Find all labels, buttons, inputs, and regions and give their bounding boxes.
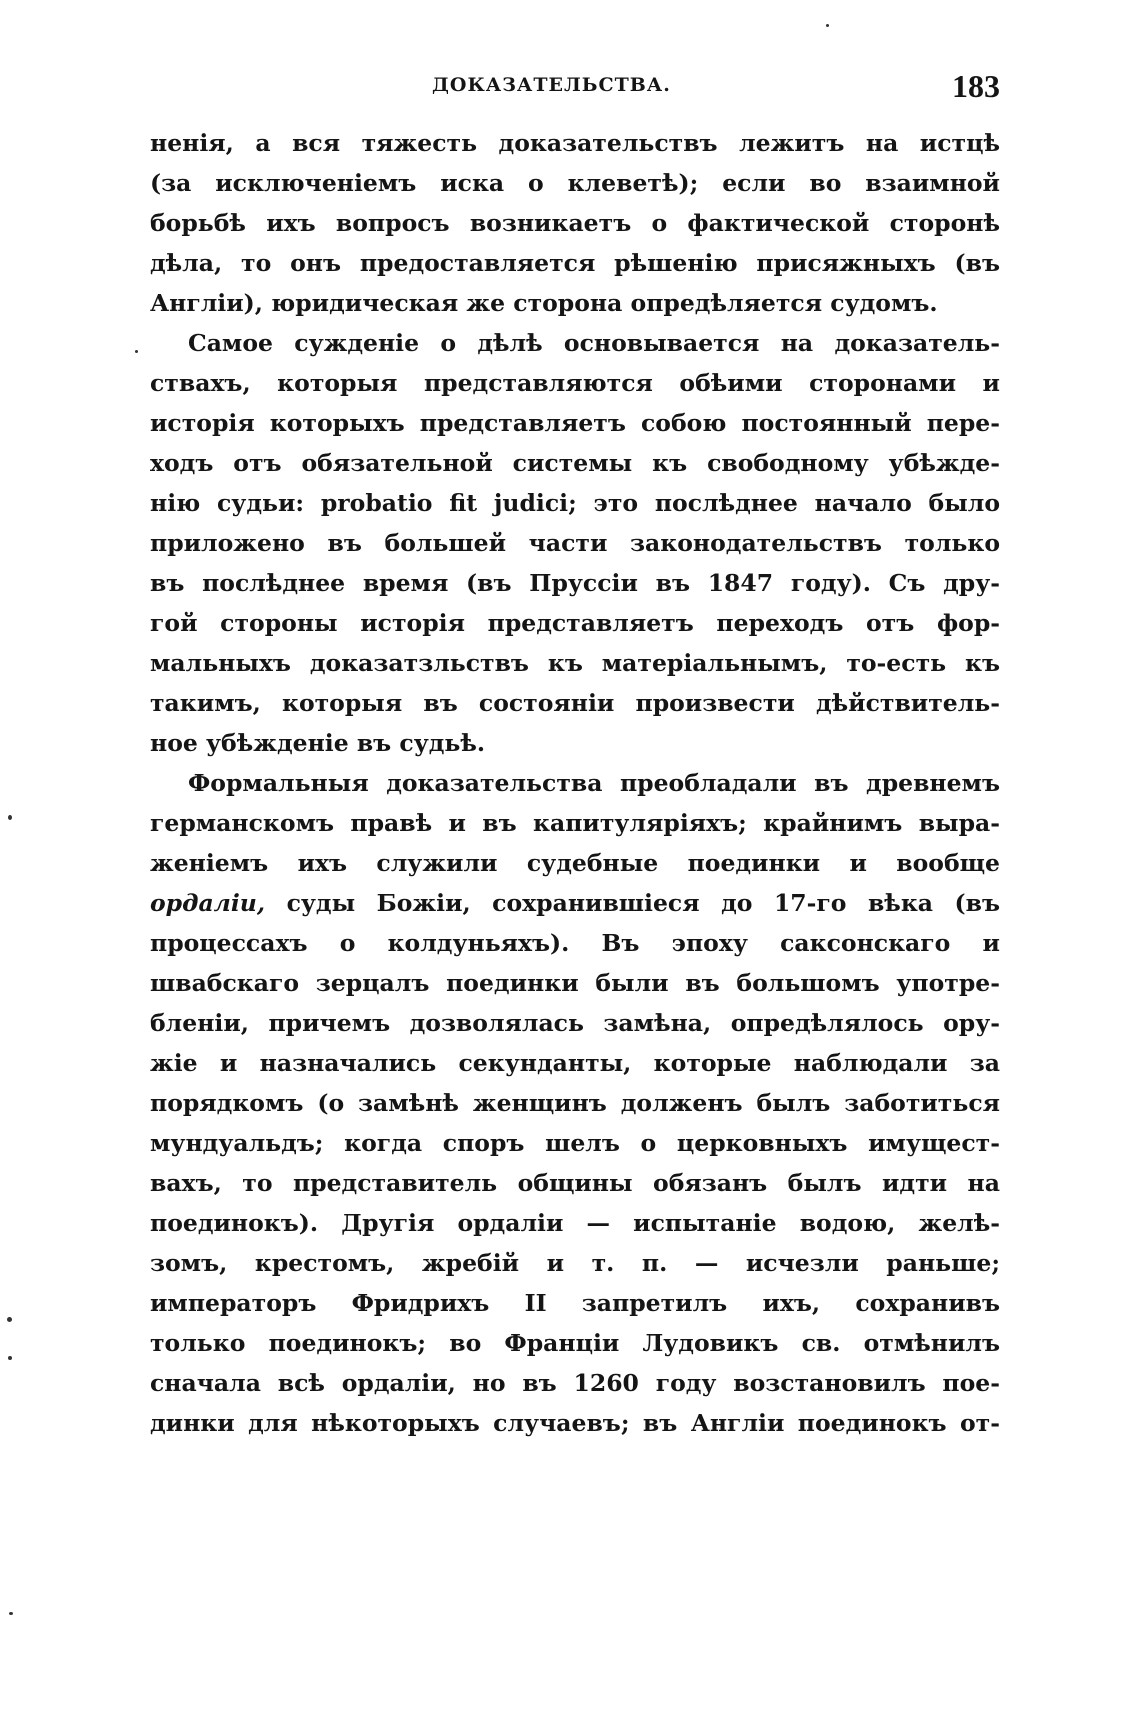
text-line: гой стороны исторія представляетъ переходъ отъ фор- — [150, 609, 1000, 637]
text-line: борьбѣ ихъ вопросъ возникаетъ о фактической сторонѣ — [150, 209, 1000, 237]
text-line: жіе и назначались секунданты, которые наблюдали за — [150, 1049, 1000, 1077]
text-line: Англіи), юридическая же сторона опредѣляется судомъ. — [150, 289, 938, 317]
text-line: мундуальдъ; когда споръ шелъ о церковныхъ имущест- — [150, 1129, 1000, 1157]
text-line: поединокъ). Другія ордаліи — испытаніе водою, желѣ- — [150, 1209, 1000, 1237]
paragraph-start-line: Формальныя доказательства преобладали въ древнемъ — [188, 769, 1000, 797]
text-line: ходъ отъ обязательной системы къ свободному убѣжде- — [150, 449, 1000, 477]
paragraph-start-line: Самое сужденіе о дѣлѣ основывается на доказатель- — [188, 329, 1000, 357]
text-line — [150, 883, 1000, 923]
text-line: въ послѣднее время (въ Пруссіи въ 1847 году). Съ дру- — [150, 569, 1000, 597]
text-line: сначала всѣ ордаліи, но въ 1260 году возстановилъ пое- — [150, 1369, 1000, 1397]
text-line: зомъ, крестомъ, жребій и т. п. — исчезли раньше; — [150, 1249, 1000, 1277]
scan-speck — [9, 1612, 13, 1615]
text-line: женіемъ ихъ служили судебные поединки и вообще — [150, 849, 1000, 877]
text-line: ное убѣжденіе въ судьѣ. — [150, 729, 486, 757]
text-line: вахъ, то представитель общины обязанъ былъ идти на — [150, 1169, 1000, 1197]
body-text — [150, 123, 1000, 1443]
text-line: процессахъ о колдуньяхъ). Въ эпоху саксонскаго и — [150, 929, 1000, 957]
text-line: исторія которыхъ представляетъ собою постоянный пере- — [150, 409, 1000, 437]
italic-term: ордаліи, — [150, 889, 266, 917]
text-fragment: суды Божіи, сохранившіеся до 17-го вѣка (въ — [265, 889, 1000, 917]
text-line: швабскаго зерцалъ поединки были въ большомъ употре- — [150, 969, 1000, 997]
text-line: германскомъ правѣ и въ капитуляріяхъ; крайнимъ выра- — [150, 809, 1000, 837]
text-line: императоръ Фридрихъ II запретилъ ихъ, сохранивъ — [150, 1289, 1000, 1317]
scan-speck — [826, 24, 829, 27]
text-line: дѣла, то онъ предоставляется рѣшенію присяжныхъ (въ — [150, 249, 1000, 277]
text-line: ствахъ, которыя представляются обѣими сторонами и — [150, 369, 1000, 397]
scan-speck — [7, 1317, 12, 1322]
text-line: такимъ, которыя въ состояніи произвести дѣйствитель- — [150, 689, 1000, 717]
text-line: динки для нѣкоторыхъ случаевъ; въ Англіи поединокъ от- — [150, 1409, 1000, 1437]
text-line: бленіи, причемъ дозволялась замѣна, опредѣлялось ору- — [150, 1009, 1000, 1037]
scan-speck — [8, 1356, 12, 1360]
text-line: (за исключеніемъ иска о клеветѣ); если во взаимной — [150, 169, 1000, 197]
running-head — [150, 68, 1000, 108]
text-line: мальныхъ доказатзльствъ къ матеріальнымъ, то-есть къ — [150, 649, 1000, 677]
text-line: приложено въ большей части законодательствъ только — [150, 529, 1000, 557]
scan-speck — [8, 815, 12, 820]
running-title: ДОКАЗАТЕЛЬСТВА. — [432, 74, 671, 96]
text-line: ненія, а вся тяжесть доказательствъ лежитъ на истцѣ — [150, 129, 1000, 157]
text-line: порядкомъ (о замѣнѣ женщинъ долженъ былъ заботиться — [150, 1089, 1000, 1117]
scan-speck — [135, 350, 138, 353]
text-line: только поединокъ; во Франціи Лудовикъ св. отмѣнилъ — [150, 1329, 1000, 1357]
page-number: 183 — [952, 68, 1000, 104]
text-line: нію судьи: probatio fit judici; это послѣднее начало было — [150, 489, 1000, 517]
